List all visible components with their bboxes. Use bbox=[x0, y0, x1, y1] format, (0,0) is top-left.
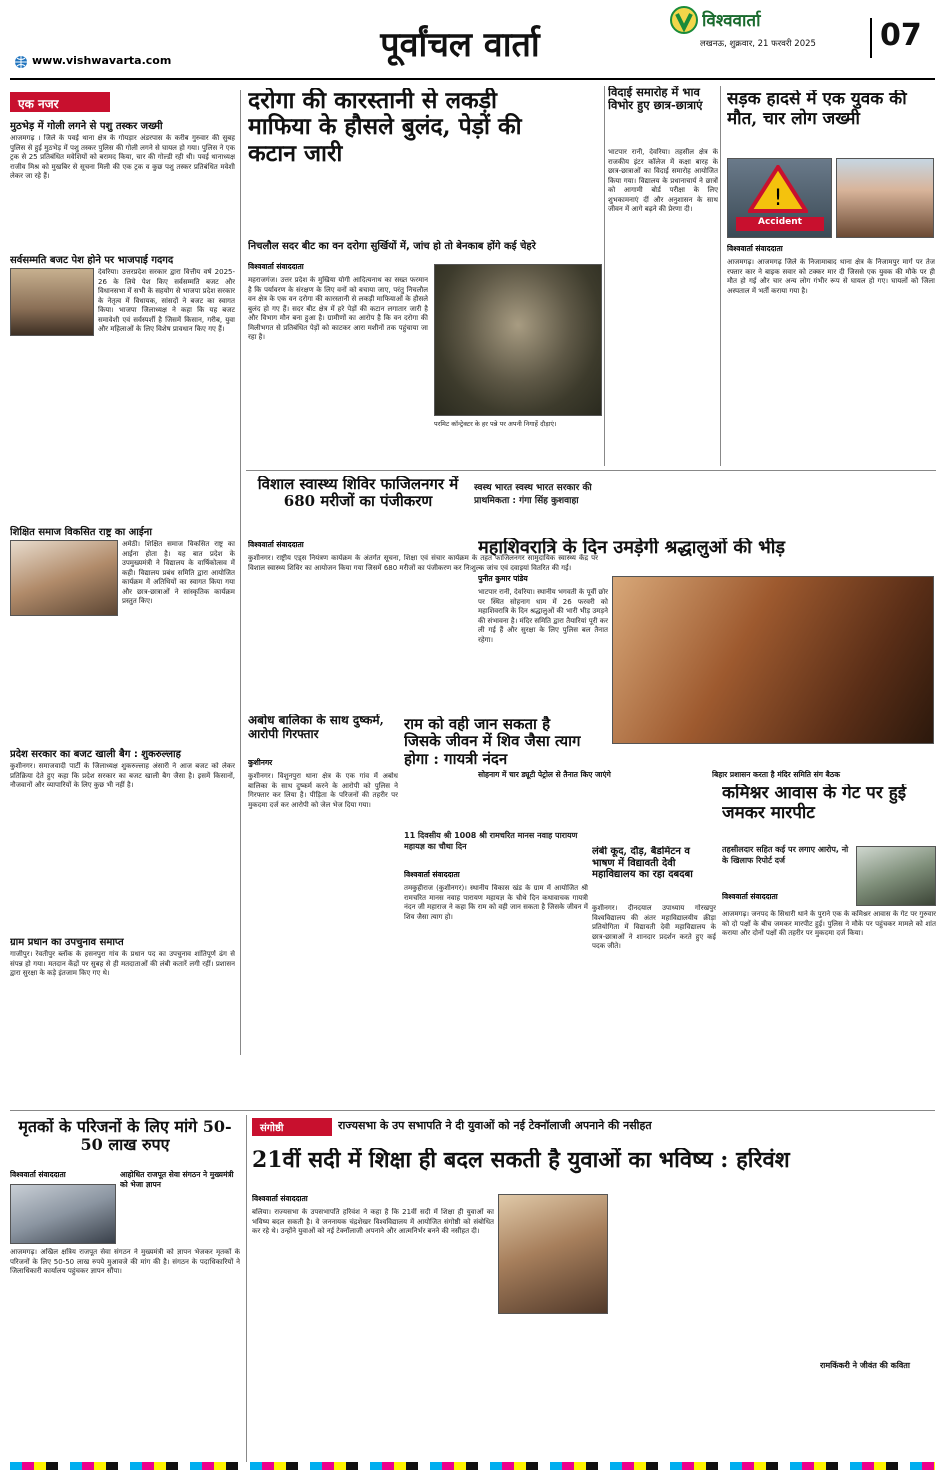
brief3-body: अमेठी। शिक्षित समाज विकसित राष्ट्र का आईना होता है। यह बात प्रदेश के उपमुख्यमंत्री ने विद्यालय के वार्षिकोत्सव में कही। विद्यालय प्रबंध समिति द्वारा आयोजित कार्यक्रम में अतिथियों का स्वागत किया गया और छात्र-छात्राओं ने सांस्कृतिक कार्यक्रम प्रस्तुत किए। bbox=[122, 540, 235, 605]
brief1-title: मुठभेड़ में गोली लगने से पशु तस्कर जख्मी bbox=[10, 121, 163, 132]
ram-pull-quote: 11 दिवसीय श्री 1008 श्री रामचरित मानस नवाह पारायण महायज्ञ का चौथा दिन bbox=[404, 831, 578, 851]
commissioner-body: आजमगढ़। जनपद के सिधारी थाने के पुराने एक के कमिश्नर आवास के गेट पर गुरुवार को दो पक्षों के बीच जमकर मारपीट हुई। पुलिस ने मौके पर पहुंचकर मामले को शांत कराया और दोनों पक्षों की तहरीर पर मुकदमा दर्ज किया। bbox=[722, 910, 936, 937]
page-number: 07 bbox=[870, 18, 930, 58]
compensation-byline: विश्ववार्ता संवाददाता bbox=[10, 1170, 66, 1179]
harivansh-speech-photo bbox=[498, 1194, 608, 1314]
website-link[interactable]: www.vishwavarta.com bbox=[32, 54, 172, 67]
seminar-subheading: रामकिंकरी ने जीवंत की कविता bbox=[820, 1361, 910, 1370]
accident-headline: सड़क हादसे में एक युवक की मौत, चार लोग जख्मी bbox=[727, 90, 907, 129]
svg-text:!: ! bbox=[773, 186, 783, 211]
commissioner-headline: कमिश्नर आवास के गेट पर हुई जमकर मारपीट bbox=[722, 784, 907, 823]
brief2-body: देवरिया। उत्तरप्रदेश सरकार द्वारा वित्तीय वर्ष 2025-26 के लिये पेश किए सर्वसम्मति बजट और विधानसभा में सभी के सहयोग से भाजपा प्रदेश सरकार के नेतृत्व में विधायक, सांसदों ने बजट का स्वागत किया। भाजपा जिलाध्यक्ष ने कहा कि यह बजट समावेशी एवं सर्वस्पर्शी है जिसमें किसान, गरीब, युवा और महिलाओं के लिए विशेष प्रावधान किए गए हैं। bbox=[98, 268, 235, 333]
shivratri-headline: महाशिवरात्रि के दिन उमड़ेगी श्रद्धालुओं की भीड़ bbox=[478, 538, 786, 558]
page-title: पूर्वांचल वार्ता bbox=[380, 25, 540, 65]
main-headline: दरोगा की कारस्तानी से लकड़ी माफिया के हौसले बुलंद, पेड़ों की कटान जारी bbox=[248, 88, 522, 167]
brief5-body: गाजीपुर। रेवतीपुर ब्लॉक के हसनपुरा गांव के प्रधान पद का उपचुनाव शांतिपूर्ण ढंग से संपन्न हो गया। मतदान केंद्रों पर सुबह से ही मतदाताओं की लंबी कतारें लगी रहीं। प्रशासन द्वारा सुरक्षा के कड़े इंतजाम किए गए थे। bbox=[10, 950, 235, 977]
brief4-body: कुशीनगर। समाजवादी पार्टी के जिलाध्यक्ष शुकरुल्लाह अंसारी ने आज बजट को लेकर प्रतिक्रिया देते हुए कहा कि प्रदेश सरकार का बजट खाली बैग जैसा है। इसमें किसानों, नौजवानों और व्यापारियों के लिए कुछ भी नहीं है। bbox=[10, 762, 235, 789]
main-subhead: निचलौल सदर बीट का वन दरोगा सुर्खियों में, जांच हो तो बेनकाब होंगे कई चेहरे bbox=[248, 241, 536, 252]
vidai-divider bbox=[604, 86, 605, 466]
brand-logo-icon bbox=[670, 6, 698, 34]
ram-byline: विश्ववार्ता संवाददाता bbox=[404, 870, 460, 879]
abodh-byline: कुशीनगर bbox=[248, 758, 273, 767]
school-event-photo bbox=[10, 540, 118, 616]
brief1-body: आजमगढ़ । जिले के पवई थाना क्षेत्र के गोयड़ार अंडरपास के करीब गुरुवार की सुबह पुलिस से हुई मुठभेड़ में पशु तस्कर पुलिस की गोली लगने से घायल हो गया। पुलिस ने एक ट्रक से 25 प्रतिबंधित मवेशियों को बरामद किया, चार की गोल्डी रही थी। पवई थानाध्यक्ष राजीव मिश्र को मुखबिर से सूचना मिली की एक ट्रक व कुछ पशु तस्कर प्रतिबंधित मवेशी लेकर जा रहे हैं। bbox=[10, 134, 235, 180]
temple-photo bbox=[612, 576, 934, 744]
seminar-headline: 21वीं सदी में शिक्षा ही बदल सकती है युवाओं का भविष्य : हरिवंश bbox=[252, 1148, 790, 1173]
compensation-headline: मृतकों के परिजनों के लिए मांगे 50-50 लाख रुपए bbox=[18, 1118, 232, 1155]
abodh-headline: अबोध बालिका के साथ दुष्कर्म, आरोपी गिरफ्तार bbox=[248, 714, 384, 741]
globe-icon bbox=[14, 54, 28, 68]
seminar-kicker: राज्यसभा के उप सभापति ने दी युवाओं को नई टेक्नॉलाजी अपनाने की नसीहत bbox=[338, 1119, 652, 1132]
lower-divider bbox=[10, 1110, 935, 1111]
health-byline: विश्ववार्ता संवाददाता bbox=[248, 540, 304, 549]
brief4-title: प्रदेश सरकार का बजट खाली बैग : शुकरुल्लाह bbox=[10, 749, 181, 760]
commissioner-pull-quote: तहसीलदार सहित कई पर लगाए आरोप, नो के खिलाफ रिपोर्ट दर्ज bbox=[722, 845, 849, 865]
accident-byline: विश्ववार्ता संवाददाता bbox=[727, 244, 783, 253]
col1-divider bbox=[240, 90, 241, 1055]
accident-divider bbox=[720, 86, 721, 466]
commissioner-photo bbox=[856, 846, 936, 906]
memorandum-photo bbox=[10, 1184, 116, 1244]
abodh-body: कुशीनगर। विशुनपुरा थाना क्षेत्र के एक गांव में अबोध बालिका के साथ दुष्कर्म करने के आरोपी को पुलिस ने गिरफ्तार कर लिया है। पीड़िता के परिजनों की तहरीर पर मुकदमा दर्ज कर आरोपी को जेल भेज दिया गया। bbox=[248, 772, 398, 809]
section-tag: एक नजर bbox=[10, 92, 110, 112]
main-body: महराजगंज। उत्तर प्रदेश के मुखिया योगी आदित्यनाथ का सख्त फरमान है कि पर्यावरण के संरक्षण के लिए वनों को बचाया जाए, परंतु निचलौल वन क्षेत्र के एक वन दरोगा की कारस्तानी से लकड़ी माफियाओं के हौसले बुलंद हो गए हैं। सदर बीट क्षेत्र में हरे पेड़ों की कटान लगातार जारी है और विभाग मौन बना हुआ है। ग्रामीणों का आरोप है कि वन दरोगा की मिलीभगत से प्रतिबंधित पेड़ों को काटकर आरा मशीनों तक पहुंचाया जा रहा है। bbox=[248, 276, 428, 341]
tree-stump-photo bbox=[434, 264, 602, 416]
victim-portrait-photo bbox=[836, 158, 934, 238]
masthead bbox=[0, 0, 945, 80]
accident-body: आजमगढ़। आजमगढ़ जिले के निजामाबाद थाना क्षेत्र के निजामपुर मार्ग पर तेज रफ्तार कार ने बाइक सवार को टक्कर मार दी जिससे एक युवक की मौके पर ही मौत हो गई और चार अन्य लोग गंभीर रूप से घायल हो गए। घायलों को जिला अस्पताल में भर्ती कराया गया है। bbox=[727, 258, 935, 295]
header-divider bbox=[10, 78, 935, 80]
shivratri-byline: पुनीत कुमार पांडेय bbox=[478, 574, 528, 583]
shivratri-subheading: सोहनाग में चार ड्यूटी पेट्रोल से तैनात किए जाएंगे bbox=[478, 770, 611, 779]
shivratri-subheading-2: बिहार प्रशासन करता है मंदिर समिति संग बैठक bbox=[712, 770, 840, 779]
bjp-group-photo bbox=[10, 268, 94, 336]
accident-sign-label: Accident bbox=[736, 217, 824, 231]
shivratri-body: भाटपार रानी, देवरिया। स्थानीय भगवती के पूर्वी छोर पर स्थित सोहनाग धाम में 26 फरवरी को महाशिवरात्रि के दिन श्रद्धालुओं की भारी भीड़ उमड़ने की संभावना है। मंदिर समिति द्वारा तैयारियां पूरी कर ली गई हैं और सुरक्षा के लिए पुलिस बल तैनात रहेगा। bbox=[478, 588, 608, 644]
brand-name: विश्ववार्ता bbox=[702, 11, 761, 31]
main-photo-caption: परमिट कॉन्ट्रेक्टर के हर पन्ने पर अपनी निगाहें दौड़ाएं। bbox=[434, 420, 557, 428]
ram-headline: राम को वही जान सकता है जिसके जीवन में शिव जैसा त्याग होगा : गायत्री नंदन bbox=[404, 716, 581, 768]
sports-body: कुशीनगर। दीनदयाल उपाध्याय गोरखपुर विश्वविद्यालय की अंतर महाविद्यालयीय क्रीड़ा प्रतियोगिता में विद्यावती देवी महाविद्यालय के छात्र-छात्राओं ने शानदार प्रदर्शन करते हुए कई पदक जीते। bbox=[592, 904, 716, 950]
dateline: लखनऊ, शुक्रवार, 21 फरवरी 2025 bbox=[700, 39, 816, 49]
warning-sign-icon bbox=[748, 165, 808, 213]
health-pull-quote: स्वस्थ भारत स्वस्थ भारत सरकार की प्राथमिकता : गंगा सिंह कुशवाहा bbox=[474, 483, 592, 506]
compensation-divider bbox=[246, 1115, 247, 1465]
compensation-pull-quote: आहोधित राजपूत सेवा संगठन ने मुख्यमंत्री को भेजा ज्ञापन bbox=[120, 1170, 234, 1189]
health-body: कुशीनगर। राष्ट्रीय एड्स नियंत्रण कार्यक्रम के अंतर्गत सूचना, शिक्षा एवं संचार कार्यक्रम के तहत फाजिलनगर सामुदायिक स्वास्थ्य केंद्र पर विशाल स्वास्थ्य शिविर का आयोजन किया गया जिसमें 680 मरीजों का पंजीकरण कर निःशुल्क जांच एवं दवाइयां वितरित की गईं। bbox=[248, 554, 598, 572]
commissioner-byline: विश्ववार्ता संवाददाता bbox=[722, 892, 778, 901]
seminar-byline: विश्ववार्ता संवाददाता bbox=[252, 1194, 308, 1203]
row1-divider bbox=[246, 470, 936, 471]
brief3-title: शिक्षित समाज विकसित राष्ट्र का आईना bbox=[10, 527, 152, 538]
main-byline: विश्ववार्ता संवाददाता bbox=[248, 262, 304, 271]
seminar-tag: संगोष्ठी bbox=[252, 1118, 332, 1136]
vidai-body: भाटपार रानी, देवरिया। तहसील क्षेत्र के राजकीय इंटर कॉलेज में कक्षा बारह के छात्र-छात्राओं का विदाई समारोह आयोजित किया गया। विद्यालय के प्रधानाचार्य ने छात्रों को आगामी बोर्ड परीक्षा के लिए शुभकामनाएं दीं और अनुशासन के साथ जीवन में आगे बढ़ने की प्रेरणा दी। bbox=[608, 148, 718, 213]
health-headline: विशाल स्वास्थ्य शिविर फाजिलनगर में 680 मरीजों का पंजीकरण bbox=[257, 476, 459, 511]
compensation-body: आजमगढ़। अखिल क्षत्रिय राजपूत सेवा संगठन ने मुख्यमंत्री को ज्ञापन भेजकर मृतकों के परिजनों के लिए 50-50 लाख रुपये मुआवजे की मांग की है। संगठन के पदाधिकारियों ने जिलाधिकारी कार्यालय पहुंचकर ज्ञापन सौंपा। bbox=[10, 1248, 240, 1275]
vidai-headline: विदाई समारोह में भाव विभोर हुए छात्र-छात्राएं bbox=[608, 86, 703, 113]
col1-briefs bbox=[10, 92, 235, 1052]
accident-sign-photo bbox=[727, 158, 832, 238]
brief5-title: ग्राम प्रधान का उपचुनाव समाप्त bbox=[10, 937, 124, 948]
sports-headline: लंबी कूद, दौड़, बैडमिंटन व भाषण में विद्यावती देवी महाविद्यालय का रहा दबदबा bbox=[592, 846, 693, 880]
brief2-title: सर्वसम्मति बजट पेश होने पर भाजपाई गदगद bbox=[10, 255, 174, 266]
seminar-body: बलिया। राज्यसभा के उपसभापति हरिवंश ने कहा है कि 21वीं सदी में शिक्षा ही युवाओं का भविष्य बदल सकती है। वे जननायक चंद्रशेखर विश्वविद्यालय में आयोजित संगोष्ठी को संबोधित कर रहे थे। उन्होंने युवाओं को नई टेक्नॉलाजी अपनाने और आत्मनिर्भर बनने की नसीहत दी। bbox=[252, 1208, 494, 1235]
color-registration-bar bbox=[10, 1462, 935, 1470]
ram-body: तमकुहीराज (कुशीनगर)। स्थानीय विकास खंड के ग्राम में आयोजित श्री रामचरित मानस नवाह पारायण महायज्ञ के चौथे दिन कथावाचक गायत्री नंदन जी महाराज ने कहा कि राम को वही जान सकता है जिसके जीवन में शिव जैसा त्याग हो। bbox=[404, 884, 588, 921]
